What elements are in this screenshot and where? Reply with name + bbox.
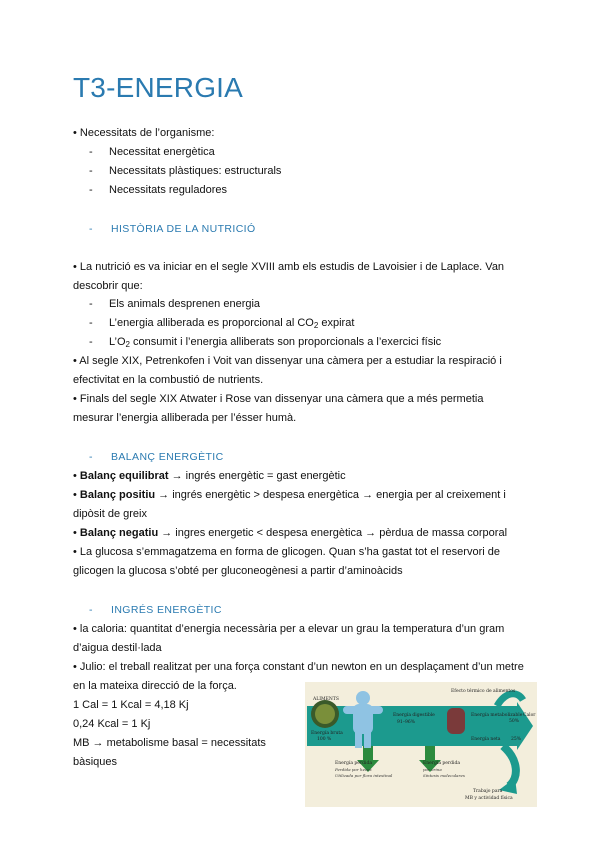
pct-50: 50% bbox=[509, 719, 520, 724]
energy-flow-diagram bbox=[305, 682, 537, 807]
paragraph: glicogen la glucosa s’obté per gluconeogènesi a partir d’aminoàcids bbox=[73, 565, 403, 577]
calor-label: Calor bbox=[523, 713, 536, 718]
paragraph: • Julio: el treball realitzat per una força constant d’un newton en un desplaçament d’un metre bbox=[73, 661, 524, 673]
section-heading-ingres: - INGRÉS ENERGÈTIC bbox=[89, 604, 222, 616]
digestible-pct: 91–96% bbox=[397, 720, 415, 725]
loss-1-title: Energía perdida bbox=[335, 761, 373, 766]
paragraph: d’aigua destil·lada bbox=[73, 642, 162, 654]
paragraph: mesurar l’energia alliberada per l’ésser humà. bbox=[73, 412, 297, 424]
paragraph: • La glucosa s’emmagatzema en forma de glicogen. Quan s’ha gastat tot el reservori de bbox=[73, 546, 500, 558]
paragraph: • la caloria: quantitat d’energia necessària per a elevar un grau la temperatura d’un gram bbox=[73, 623, 505, 635]
energia-bruta: Energía bruta bbox=[311, 731, 343, 736]
intro-item: - Necessitats reguladores bbox=[89, 184, 228, 196]
plate-label: ALIMENTS bbox=[313, 697, 339, 702]
list-item: - Els animals desprenen energia bbox=[89, 298, 261, 310]
loss-2-title: Energía perdida bbox=[423, 761, 461, 766]
intro-item: - Necessitats plàstiques: estructurals bbox=[89, 165, 282, 177]
mb-label: MB y actividad física bbox=[465, 796, 513, 801]
person-arms bbox=[343, 706, 383, 714]
heat-arrow-top bbox=[497, 694, 523, 706]
pct-100: 100 % bbox=[317, 737, 332, 742]
person-leg-left bbox=[355, 732, 362, 748]
paragraph: • Balanç positiu → ingrés energètic > despesa energètica → energia per al creixement i bbox=[73, 489, 506, 501]
energy-flow-svg bbox=[305, 682, 537, 807]
paragraph: bàsiques bbox=[73, 756, 118, 768]
person-leg-right bbox=[364, 732, 371, 748]
intro-item: - Necessitat energètica bbox=[89, 146, 215, 158]
loss-2-b: Síntesis moleculares bbox=[423, 773, 465, 778]
energia-neta: Energía neta bbox=[471, 737, 501, 742]
loss-arrow-1 bbox=[363, 746, 373, 760]
loss-1-a: Perdida por heces bbox=[335, 767, 372, 772]
page-title: T3-ENERGIA bbox=[73, 72, 244, 103]
list-item: - L’energia alliberada es proporcional al $CO_2$ expirat bbox=[89, 317, 355, 330]
paragraph: • Balanç equilibrat → ingrés energètic = gast energètic bbox=[73, 470, 346, 482]
organ-image bbox=[447, 708, 465, 734]
loss-2-a: por orina bbox=[423, 767, 442, 772]
loss-1-b: Utilizada por flora intestinal bbox=[335, 773, 393, 778]
food-plate-inner bbox=[315, 704, 335, 724]
section-heading-historia: - HISTÒRIA DE LA NUTRICIÓ bbox=[89, 223, 256, 235]
loss-arrow-2 bbox=[425, 746, 435, 760]
intro-lead: • Necessitats de l’organisme: bbox=[73, 127, 215, 139]
person-head bbox=[356, 691, 370, 705]
digestible: Energía digestible bbox=[393, 713, 435, 718]
section-heading-balanc: - BALANÇ ENERGÈTIC bbox=[89, 451, 224, 463]
metabolizable: Energía metabolizable bbox=[471, 713, 523, 718]
paragraph: dipòsit de greix bbox=[73, 508, 147, 520]
list-item: - $L’O_2$ consumit i l’energia alliberats son proporcionals a l’exercici físic bbox=[89, 336, 442, 349]
paragraph: en la mateixa direcció de la força. bbox=[73, 680, 237, 692]
pct-25: 25% bbox=[511, 737, 522, 742]
paragraph: • Al segle XIX, Petrenkofen i Voit van dissenyar una càmera per a estudiar la respiració i bbox=[73, 355, 502, 367]
efecte-termic: Efecto térmico de alimentos bbox=[451, 689, 516, 694]
energy-arrow-head bbox=[517, 702, 533, 750]
paragraph: efectivitat en la combustió de nutrients. bbox=[73, 374, 264, 386]
paragraph: descobrir que: bbox=[73, 280, 143, 292]
equation: 0,24 Kcal = 1 Kj bbox=[73, 718, 151, 730]
equation: 1 Cal = 1 Kcal = 4,18 Kj bbox=[73, 699, 189, 711]
paragraph: • Balanç negatiu → ingres energetic < despesa energètica → pèrdua de massa corporal bbox=[73, 527, 508, 539]
paragraph: • La nutrició es va iniciar en el segle XVIII amb els estudis de Lavoisier i de Laplace. Van bbox=[73, 261, 505, 273]
paragraph: MB → metabolisme basal = necessitats bbox=[73, 737, 266, 749]
work-label: Trabajo para bbox=[473, 789, 503, 794]
paragraph: • Finals del segle XIX Atwater i Rose van dissenyar una càmera que a més permetia bbox=[73, 393, 484, 405]
